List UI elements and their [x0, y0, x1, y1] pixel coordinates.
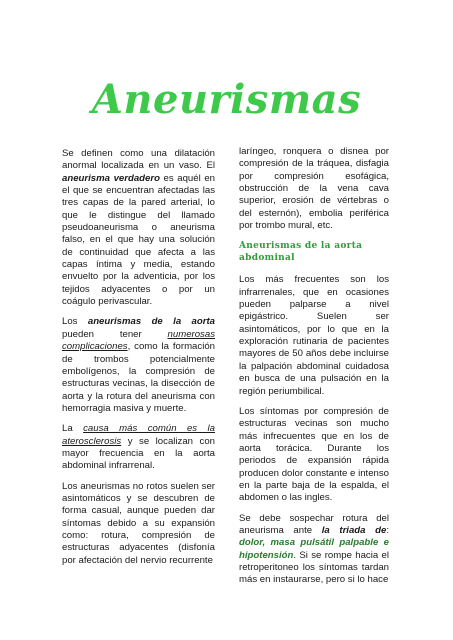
text-run: pueden tener [62, 328, 168, 340]
section-subtitle: Aneurismas de la aorta abdominal [239, 241, 363, 264]
text-run: Se definen como una dilatación anormal localizada en un vaso. El [62, 148, 215, 172]
emphasis-triada: la triada de [321, 524, 387, 536]
paragraph-cause [62, 423, 215, 472]
text-run: La [62, 423, 84, 435]
paragraph-continuation: laríngeo, ronquera o disnea por compresión de la tráquea, disfagia por compresión esofágica, obstrucción de la vena cava superior, erosión de vértebras o del esternón), embolia periférica por trombo mural, etc. [239, 146, 389, 232]
paragraph-definition [62, 148, 215, 308]
emphasis-triad-signs: dolor, masa pulsátil palpable e hipotensión [239, 537, 389, 561]
text-run: Los [62, 316, 88, 328]
right-column [239, 148, 389, 595]
emphasis-aneurismas-aorta: aneurismas de la aorta [87, 316, 215, 328]
text-run: : [386, 524, 389, 536]
paragraph-symptoms: Los aneurismas no rotos suelen ser asintomáticos y se descubren de forma casual, aunque pueden dar síntomas debido a su expansión como: rotura, compresión de estructuras adyacentes (disfonía por afectación del nervio recurrente [62, 480, 215, 566]
text-run: Se debe sospechar rotura del aneurisma ante [239, 512, 389, 536]
emphasis-numerosas-complicaciones: numerosas complicaciones [62, 328, 215, 353]
paragraph-complications [62, 316, 215, 415]
page-title: Aneurismas [91, 76, 362, 123]
paragraph-rupture [239, 513, 389, 587]
text-run: es aquél en el que se encuentran afectadas las tres capas de la pared arterial, lo que le distingue del llamado pseudoaneurisma o aneurisma falso, en el que hay una solución de continuidad que afecta a las capas íntima y media, estando envuelto por la adventicia, por los tejidos adyacentes o por un coágulo perivascular. [62, 172, 215, 308]
text-run: , como la formación de trombos potencialmente embolígenos, la compresión de estructuras vecinas, la disección de aorta y la rotura del aneurisma con hemorragia masiva y muerte. [62, 341, 215, 414]
emphasis-aneurisma-verdadero: aneurisma verdadero [62, 172, 160, 184]
text-run: y se localizan con mayor frecuencia en la aorta abdominal infrarrenal. [62, 435, 215, 472]
emphasis-causa-comun: causa más común es la aterosclerosis [62, 423, 216, 447]
text-run: . Si se rompe hacia el retroperitoneo los síntomas tardan más en instaurarse, pero si lo hace [239, 549, 389, 586]
paragraph-infrarenal: Los más frecuentes son los infrarrenales, que en ocasiones pueden palparse a nivel epigástrico. Suelen ser asintomáticos, por lo que en la exploración rutinaria de pacientes mayores de 50 años debe incluirse la palpación abdominal cuidadosa en busca de una pulsación en la región periumbilical. [239, 274, 389, 397]
paragraph-compression: Los síntomas por compresión de estructuras vecinas son mucho más infrecuentes que en los de aorta torácica. Durante los periodos de expansión rápida producen dolor constante e intenso en la parte baja de la espalda, el abdomen o las ingles. [239, 405, 389, 504]
left-column [62, 148, 215, 575]
